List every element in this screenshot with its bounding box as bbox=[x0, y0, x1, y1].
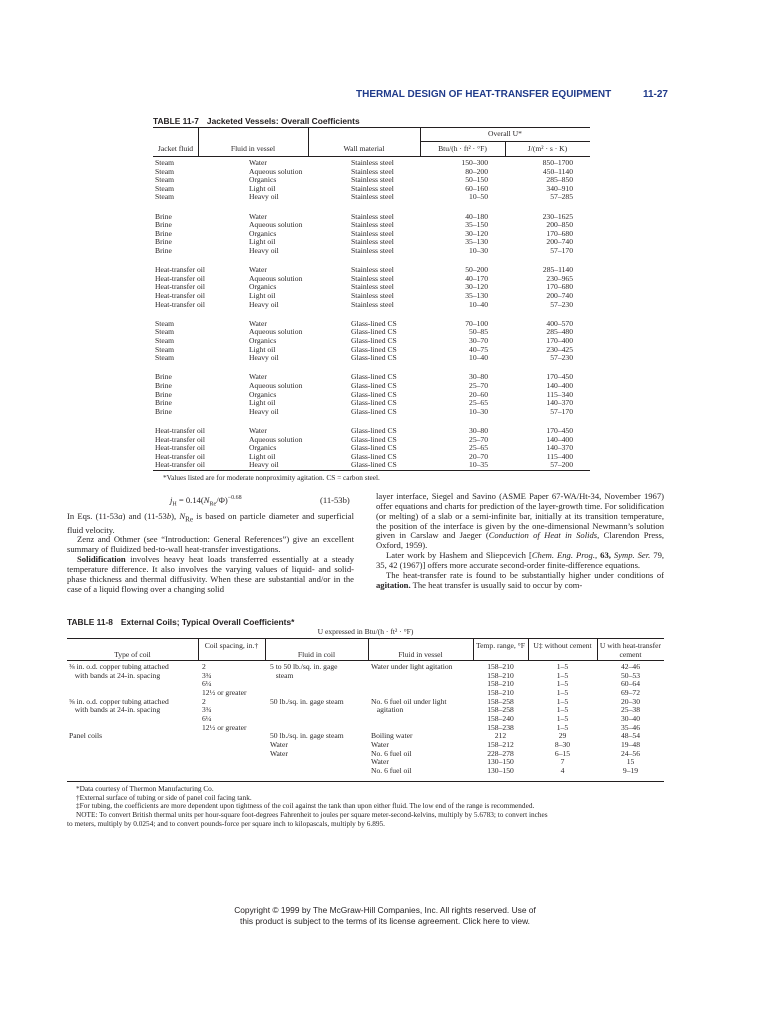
table1-cell-fluid-in-vessel: Aqueous solution bbox=[249, 327, 303, 337]
table1-cell-fluid-in-vessel: Organics bbox=[249, 228, 277, 238]
table1-cell-fluid-in-vessel: Aqueous solution bbox=[249, 434, 303, 444]
table2-cell-u-without: 1–5 bbox=[556, 722, 569, 732]
table2-cell-fluid-in-coil: Water bbox=[270, 739, 288, 749]
copyright-line-1: Copyright © 1999 by The McGraw-Hill Companies, Inc. All rights reserved. Use of bbox=[234, 905, 536, 915]
table2-cell-temp: 212 bbox=[494, 731, 507, 741]
table1-cell-wall-material: Stainless steel bbox=[351, 246, 394, 255]
table1-cell-jacket-fluid: Steam bbox=[155, 175, 174, 185]
table1-cell-u-btu: 10–30 bbox=[469, 246, 488, 255]
body-paragraph: Zenz and Othmer (see “Introduction: General References”) give an excellent summary of fluidized bed-to-wall heat-transfer investigations. bbox=[67, 534, 354, 555]
table2-cell-u-without: 1–5 bbox=[556, 670, 569, 680]
table2-cell-spacing: 3¾ bbox=[202, 670, 212, 680]
table1-header-wall-material: Wall material bbox=[343, 144, 385, 153]
table1-cell-fluid-in-vessel: Heavy oil bbox=[249, 460, 279, 470]
table1-cell-u-btu: 10–30 bbox=[469, 406, 488, 416]
table1-cell-u-si: 57–230 bbox=[550, 299, 573, 309]
table1-cell-fluid-in-vessel: Organics bbox=[249, 443, 277, 453]
table1-cell-jacket-fluid: Steam bbox=[155, 353, 174, 363]
table2-cell-type: Panel coils bbox=[69, 731, 103, 741]
table1-cell-wall-material: Glass-lined CS bbox=[351, 353, 397, 363]
table1-cell-wall-material: Stainless steel bbox=[351, 175, 394, 185]
table1-cell-fluid-in-vessel: Heavy oil bbox=[249, 299, 279, 309]
table1-cell-jacket-fluid: Heat-transfer oil bbox=[155, 299, 205, 309]
table1-cell-u-btu: 25–70 bbox=[469, 381, 488, 390]
table1-cell-jacket-fluid: Heat-transfer oil bbox=[155, 460, 205, 470]
table1-cell-u-btu: 25–65 bbox=[469, 398, 488, 408]
table2-number: TABLE 11-8 bbox=[67, 617, 113, 627]
table1-cell-jacket-fluid: Steam bbox=[155, 336, 174, 345]
table1-cell-wall-material: Glass-lined CS bbox=[351, 406, 397, 416]
table1-footnote: *Values listed are for moderate nonproximity agitation. CS = carbon steel. bbox=[163, 473, 380, 482]
table1-cell-u-btu: 150–300 bbox=[461, 158, 488, 167]
table1-cell-wall-material: Stainless steel bbox=[351, 265, 394, 275]
table1-cell-jacket-fluid: Brine bbox=[155, 398, 172, 408]
table1-cell-wall-material: Glass-lined CS bbox=[351, 381, 397, 390]
table2-cell-fluid-in-coil: steam bbox=[270, 670, 294, 680]
table1-cell-fluid-in-vessel: Water bbox=[249, 158, 267, 167]
table1-cell-wall-material: Stainless steel bbox=[351, 166, 394, 176]
table1-cell-wall-material: Stainless steel bbox=[351, 299, 394, 309]
table1-cell-fluid-in-vessel: Aqueous solution bbox=[249, 220, 303, 230]
table2-cell-temp: 158–210 bbox=[487, 670, 514, 680]
table1-cell-wall-material: Stainless steel bbox=[351, 220, 394, 230]
table1-cell-fluid-in-vessel: Water bbox=[249, 426, 267, 435]
table1-cell-jacket-fluid: Steam bbox=[155, 318, 174, 328]
table2-cell-u-with: 15 bbox=[626, 757, 635, 767]
table1-cell-u-si: 200–740 bbox=[546, 291, 573, 300]
table1-cell-u-btu: 30–120 bbox=[465, 282, 488, 292]
table1-cell-u-btu: 30–70 bbox=[469, 336, 488, 345]
table2-cell-fluid-in-vessel: Water bbox=[371, 757, 389, 767]
table1-cell-jacket-fluid: Heat-transfer oil bbox=[155, 434, 205, 444]
table1-cell-u-btu: 70–100 bbox=[465, 318, 488, 328]
table1-cell-u-si: 170–400 bbox=[546, 336, 573, 345]
table1-cell-jacket-fluid: Heat-transfer oil bbox=[155, 273, 205, 283]
table1-cell-wall-material: Glass-lined CS bbox=[351, 434, 397, 444]
running-head-title: THERMAL DESIGN OF HEAT-TRANSFER EQUIPMENT bbox=[356, 89, 612, 100]
table2-cell-u-with: 24–56 bbox=[621, 748, 640, 758]
equation-number: (11-53b) bbox=[320, 495, 350, 505]
table1-cell-jacket-fluid: Brine bbox=[155, 406, 172, 416]
table2-cell-spacing: 3¾ bbox=[202, 705, 212, 715]
table2-cell-u-with: 19–48 bbox=[621, 739, 640, 749]
table1-cell-fluid-in-vessel: Light oil bbox=[249, 183, 276, 193]
table1-cell-u-si: 230–1625 bbox=[542, 211, 573, 221]
table2-cell-u-without: 1–5 bbox=[556, 696, 569, 706]
table1-cell-u-btu: 50–85 bbox=[469, 327, 488, 337]
table1-cell-u-si: 400–570 bbox=[546, 318, 573, 328]
table1-cell-fluid-in-vessel: Heavy oil bbox=[249, 406, 279, 416]
table1-cell-wall-material: Glass-lined CS bbox=[351, 398, 397, 408]
page-number: 11-27 bbox=[642, 89, 668, 100]
table1-header-si: J/(m² · s · K) bbox=[527, 144, 568, 153]
table2-cell-u-with: 42–46 bbox=[621, 662, 640, 671]
table2-footnote: to meters, multiply by 0.0254; and to convert pounds-force per square inch to kilopascals, multiply by 6.895. bbox=[67, 818, 385, 828]
table1-cell-u-btu: 10–50 bbox=[469, 192, 488, 202]
table1-cell-wall-material: Stainless steel bbox=[351, 273, 394, 283]
table1-cell-fluid-in-vessel: Organics bbox=[249, 175, 277, 185]
table1-cell-wall-material: Stainless steel bbox=[351, 183, 394, 193]
table2-cell-u-without: 1–5 bbox=[556, 679, 569, 689]
table1-cell-wall-material: Glass-lined CS bbox=[351, 327, 397, 337]
table1-cell-fluid-in-vessel: Heavy oil bbox=[249, 246, 279, 255]
table1-cell-fluid-in-vessel: Light oil bbox=[249, 291, 276, 300]
table2-cell-fluid-in-vessel: No. 6 fuel oil under light bbox=[371, 696, 447, 706]
table2-cell-temp: 158–210 bbox=[487, 687, 514, 697]
table1-cell-u-si: 450–1140 bbox=[542, 166, 573, 176]
table1-cell-jacket-fluid: Brine bbox=[155, 228, 172, 238]
table1-cell-u-btu: 10–35 bbox=[469, 460, 488, 470]
table2-header-fluid-in-coil: Fluid in coil bbox=[297, 650, 336, 659]
table1-cell-u-si: 340–910 bbox=[546, 183, 573, 193]
table2-cell-temp: 158–240 bbox=[487, 713, 514, 723]
table1-cell-jacket-fluid: Steam bbox=[155, 166, 174, 176]
table1-cell-u-si: 170–450 bbox=[546, 372, 573, 382]
table1-cell-fluid-in-vessel: Organics bbox=[249, 336, 277, 345]
table2-title: External Coils; Typical Overall Coefficients* bbox=[120, 617, 295, 627]
table1-cell-jacket-fluid: Brine bbox=[155, 389, 172, 399]
table2-cell-u-with: 20–30 bbox=[621, 696, 640, 706]
table1-cell-wall-material: Glass-lined CS bbox=[351, 336, 397, 345]
table2-header-fluid-in-vessel: Fluid in vessel bbox=[398, 650, 443, 659]
table2-cell-u-with: 50–53 bbox=[621, 670, 640, 680]
table1-cell-u-si: 57–285 bbox=[550, 192, 573, 202]
table2-cell-fluid-in-vessel: Boiling water bbox=[371, 731, 413, 741]
table2-cell-u-with: 30–40 bbox=[621, 713, 640, 723]
table1-cell-u-btu: 20–70 bbox=[469, 451, 488, 461]
table2-header-temp: Temp. range, °F bbox=[476, 641, 525, 650]
table1-cell-u-btu: 35–130 bbox=[465, 237, 488, 247]
table1-cell-fluid-in-vessel: Aqueous solution bbox=[249, 381, 303, 390]
table1-header-jacket-fluid: Jacket fluid bbox=[157, 144, 194, 153]
table1-cell-jacket-fluid: Heat-transfer oil bbox=[155, 291, 205, 300]
equation: $j_H = 0.14(N_{Re}/\Phi)^{-0.68}$ bbox=[170, 495, 242, 508]
running-head bbox=[356, 89, 668, 100]
table2-cell-spacing: 2 bbox=[202, 696, 206, 706]
table1-cell-jacket-fluid: Heat-transfer oil bbox=[155, 451, 205, 461]
table1-cell-u-si: 170–450 bbox=[546, 426, 573, 435]
table2-cell-spacing: 6¼ bbox=[202, 713, 212, 723]
table1-cell-fluid-in-vessel: Water bbox=[249, 265, 267, 275]
table2-cell-fluid-in-vessel: No. 6 fuel oil bbox=[371, 765, 412, 775]
table2-cell-fluid-in-vessel: No. 6 fuel oil bbox=[371, 748, 412, 758]
table1-cell-jacket-fluid: Brine bbox=[155, 246, 172, 255]
table1-cell-wall-material: Stainless steel bbox=[351, 237, 394, 247]
table1-cell-u-si: 850–1700 bbox=[542, 158, 573, 167]
table1-cell-jacket-fluid: Heat-transfer oil bbox=[155, 282, 205, 292]
table1-cell-u-btu: 50–150 bbox=[465, 175, 488, 185]
table2-cell-fluid-in-vessel: agitation bbox=[371, 705, 404, 715]
table1-cell-u-si: 285–1140 bbox=[542, 265, 573, 275]
table2-cell-u-with: 48–54 bbox=[621, 731, 640, 741]
table1-bottom-rule bbox=[153, 470, 590, 471]
table2-cell-u-with: 35–46 bbox=[621, 722, 640, 732]
table2-cell-fluid-in-coil: Water bbox=[270, 748, 288, 758]
table1-cell-u-si: 140–400 bbox=[546, 434, 573, 444]
table2-cell-u-without: 1–5 bbox=[556, 662, 569, 671]
table1-cell-wall-material: Glass-lined CS bbox=[351, 318, 397, 328]
table2-header-spacing: Coil spacing, in.† bbox=[204, 641, 259, 650]
copyright-line-2: this product is subject to the terms of its license agreement. Click here to view. bbox=[240, 915, 530, 926]
table1-cell-u-btu: 25–65 bbox=[469, 443, 488, 453]
table1-cell-fluid-in-vessel: Heavy oil bbox=[249, 192, 279, 202]
table1-cell-wall-material: Stainless steel bbox=[351, 211, 394, 221]
table2-cell-u-without: 6–15 bbox=[554, 748, 571, 758]
table2-cell-fluid-in-vessel: Water bbox=[371, 739, 389, 749]
table1-cell-u-btu: 60–160 bbox=[465, 183, 488, 193]
table1-cell-u-si: 140–370 bbox=[546, 398, 573, 408]
table1-cell-u-si: 115–400 bbox=[546, 451, 573, 461]
table1-cell-fluid-in-vessel: Aqueous solution bbox=[249, 273, 303, 283]
table2-cell-fluid-in-vessel: Water under light agitation bbox=[371, 662, 453, 671]
table2-cell-temp: 158–212 bbox=[487, 739, 514, 749]
right-column bbox=[376, 492, 664, 590]
table1-cell-fluid-in-vessel: Light oil bbox=[249, 398, 276, 408]
table2-header-u-without: U‡ without cement bbox=[533, 641, 592, 650]
table1-cell-fluid-in-vessel: Organics bbox=[249, 389, 277, 399]
table1-cell-u-btu: 10–40 bbox=[469, 353, 488, 363]
table1-cell-wall-material: Stainless steel bbox=[351, 228, 394, 238]
table1-group-header: Overall U* bbox=[488, 129, 522, 138]
body-paragraph: The heat-transfer rate is found to be substantially higher under conditions of agitation. The heat transfer is usually said to occur by com- bbox=[376, 569, 664, 590]
table1-cell-wall-material: Stainless steel bbox=[351, 282, 394, 292]
table2-footnote: †External surface of tubing or side of panel coil facing tank. bbox=[76, 792, 252, 802]
table2-header-u-with: U with heat-transfer cement bbox=[599, 641, 662, 659]
table2-cell-temp: 158–210 bbox=[487, 679, 514, 689]
table2-cell-fluid-in-coil: 50 lb./sq. in. gage steam bbox=[270, 696, 344, 706]
table1-cell-u-si: 57–230 bbox=[550, 353, 573, 363]
table1-cell-u-si: 57–170 bbox=[550, 246, 573, 255]
table2-cell-spacing: 12½ or greater bbox=[202, 687, 247, 697]
table2-cell-temp: 158–238 bbox=[487, 722, 514, 732]
table1-cell-jacket-fluid: Brine bbox=[155, 372, 172, 382]
table1-header-btu: Btu/(h · ft² · °F) bbox=[438, 144, 487, 153]
table2-cell-u-without: 29 bbox=[558, 731, 567, 741]
table1-number: TABLE 11-7 bbox=[153, 116, 199, 126]
table1-cell-u-btu: 25–70 bbox=[469, 434, 488, 444]
table1-cell-u-si: 57–200 bbox=[550, 460, 573, 470]
table1-cell-fluid-in-vessel: Organics bbox=[249, 282, 277, 292]
table2-cell-u-with: 25–38 bbox=[621, 705, 640, 715]
table2-cell-u-without: 7 bbox=[560, 757, 565, 767]
table2-bottom-rule bbox=[67, 781, 664, 782]
table1-cell-jacket-fluid: Heat-transfer oil bbox=[155, 265, 205, 275]
table1-cell-wall-material: Glass-lined CS bbox=[351, 460, 397, 470]
table1-cell-jacket-fluid: Brine bbox=[155, 381, 172, 390]
body-paragraph: In Eqs. (11-53a) and (11-53b), $N_{Re}$ is based on particle diameter and superficial fluid velocity. bbox=[67, 511, 354, 535]
table2-cell-u-without: 1–5 bbox=[556, 687, 569, 697]
table2-cell-temp: 158–210 bbox=[487, 662, 514, 671]
table2-cell-fluid-in-coil: 50 lb./sq. in. gage steam bbox=[270, 731, 344, 741]
table1-caption bbox=[153, 116, 360, 126]
table2-cell-spacing: 6¼ bbox=[202, 679, 212, 689]
table1-cell-u-btu: 40–170 bbox=[465, 273, 488, 283]
table2-cell-temp: 130–150 bbox=[487, 765, 514, 775]
table2-header-type: Type of coil bbox=[114, 650, 151, 659]
table1-cell-u-si: 115–340 bbox=[546, 389, 573, 399]
table1-cell-wall-material: Glass-lined CS bbox=[351, 451, 397, 461]
table1-cell-u-si: 57–170 bbox=[550, 406, 573, 416]
table1-cell-jacket-fluid: Brine bbox=[155, 211, 172, 221]
table1-cell-u-btu: 30–80 bbox=[469, 372, 488, 382]
table1-cell-u-si: 285–480 bbox=[546, 327, 573, 337]
table1-cell-fluid-in-vessel: Water bbox=[249, 211, 267, 221]
table1-cell-u-btu: 30–120 bbox=[465, 228, 488, 238]
table1-cell-jacket-fluid: Steam bbox=[155, 158, 174, 167]
table2-footnote: *Data courtesy of Thermon Manufacturing Co. bbox=[76, 784, 214, 793]
table1-cell-u-btu: 35–150 bbox=[465, 220, 488, 230]
body-paragraph: layer interface, Siegel and Savino (ASME Paper 67-WA/Ht-34, November 1967) offer equations and charts for prediction of the layer-growth time. For solidification (or melting) of a slab or a semi-infinite bar, initially at its transition temperature, the position of the interface is given by the one-dimensional Newmann’s solution given in Carslaw and Jaeger (Conduction of Heat in Solids, Clarendon Press, Oxford, 1959). bbox=[376, 491, 664, 551]
table1-cell-wall-material: Glass-lined CS bbox=[351, 372, 397, 382]
table2-cell-temp: 130–150 bbox=[487, 757, 514, 767]
table1-cell-u-btu: 10–40 bbox=[469, 299, 488, 309]
table2-header-rule bbox=[67, 660, 664, 661]
table2-cell-u-without: 4 bbox=[560, 765, 565, 775]
table1-cell-fluid-in-vessel: Light oil bbox=[249, 237, 276, 247]
table2-top-rule bbox=[67, 638, 664, 639]
table1-cell-u-btu: 80–200 bbox=[465, 166, 488, 176]
copyright-notice[interactable] bbox=[190, 905, 580, 926]
table1-cell-jacket-fluid: Heat-transfer oil bbox=[155, 443, 205, 453]
table2-cell-u-with: 9–19 bbox=[622, 765, 639, 775]
table2-cell-u-without: 1–5 bbox=[556, 705, 569, 715]
table2-cell-temp: 158–258 bbox=[487, 705, 514, 715]
table1-cell-u-si: 140–370 bbox=[546, 443, 573, 453]
body-paragraph: Later work by Hashem and Sliepcevich [Chem. Eng. Prog., 63, Symp. Ser. 79, 35, 42 (1967)] offers more accurate second-order finite-difference equations. bbox=[376, 550, 665, 570]
table1-title: Jacketed Vessels: Overall Coefficients bbox=[206, 116, 360, 126]
table2-cell-temp: 228–278 bbox=[487, 748, 514, 758]
table2-footnote: NOTE: To convert British thermal units per hour-square foot-degrees Fahrenheit to joules per square meter-second-kelvins, multiply by 5.6783; to convert inches bbox=[76, 810, 548, 820]
table2-cell-spacing: 2 bbox=[202, 662, 206, 671]
table2-cell-u-with: 69–72 bbox=[621, 687, 640, 697]
table2-cell-type: with bands at 24-in. spacing bbox=[69, 670, 161, 680]
table1-cell-wall-material: Glass-lined CS bbox=[351, 344, 397, 354]
table1-cell-u-si: 140–400 bbox=[546, 381, 573, 390]
table2-cell-u-with: 60–64 bbox=[621, 679, 640, 689]
table1-header-fluid-in-vessel: Fluid in vessel bbox=[230, 144, 276, 153]
table1-header-rule bbox=[153, 156, 590, 157]
table1-cell-fluid-in-vessel: Light oil bbox=[249, 344, 276, 354]
table1-cell-jacket-fluid: Steam bbox=[155, 192, 174, 202]
table1-cell-wall-material: Glass-lined CS bbox=[351, 443, 397, 453]
table2-cell-fluid-in-coil: 5 to 50 lb./sq. in. gage bbox=[270, 662, 338, 671]
table2-caption bbox=[67, 617, 294, 627]
table1-cell-u-si: 200–740 bbox=[546, 237, 573, 247]
table2-units-line: U expressed in Btu/(h · ft² · °F) bbox=[317, 627, 414, 636]
table1-cell-fluid-in-vessel: Aqueous solution bbox=[249, 166, 303, 176]
table2-cell-type: with bands at 24-in. spacing bbox=[69, 705, 161, 715]
table2-footnote: ‡For tubing, the coefficients are more dependent upon tightness of the coil against the tank than upon either fluid. The low end of the range is recommended. bbox=[76, 801, 535, 811]
table1-cell-u-btu: 20–60 bbox=[469, 389, 488, 399]
table1-cell-jacket-fluid: Heat-transfer oil bbox=[155, 426, 205, 435]
table1-cell-jacket-fluid: Brine bbox=[155, 237, 172, 247]
table1-cell-fluid-in-vessel: Water bbox=[249, 318, 267, 328]
table1-cell-jacket-fluid: Steam bbox=[155, 327, 174, 337]
left-column bbox=[67, 512, 354, 594]
table2-cell-u-without: 1–5 bbox=[556, 713, 569, 723]
table1-cell-u-btu: 40–180 bbox=[465, 211, 488, 221]
table2-cell-type: ⅜ in. o.d. copper tubing attached bbox=[69, 662, 169, 671]
table2-cell-type: ⅝ in. o.d. copper tubing attached bbox=[69, 696, 169, 706]
table1-cell-fluid-in-vessel: Heavy oil bbox=[249, 353, 279, 363]
table1-cell-u-btu: 30–80 bbox=[469, 426, 488, 435]
table1-cell-u-btu: 35–130 bbox=[465, 291, 488, 300]
table1-cell-wall-material: Stainless steel bbox=[351, 291, 394, 300]
table1-cell-fluid-in-vessel: Water bbox=[249, 372, 267, 382]
table1-top-rule bbox=[153, 127, 590, 128]
table1-cell-wall-material: Glass-lined CS bbox=[351, 426, 397, 435]
table1-cell-u-si: 200–850 bbox=[546, 220, 573, 230]
table1-cell-wall-material: Stainless steel bbox=[351, 158, 394, 167]
table2-cell-temp: 158–258 bbox=[487, 696, 514, 706]
table1-cell-jacket-fluid: Steam bbox=[155, 183, 174, 193]
table1-cell-wall-material: Glass-lined CS bbox=[351, 389, 397, 399]
table1-cell-u-si: 170–680 bbox=[546, 282, 573, 292]
table1-cell-u-btu: 40–75 bbox=[469, 344, 488, 354]
table2-cell-spacing: 12½ or greater bbox=[202, 722, 247, 732]
table1-cell-jacket-fluid: Steam bbox=[155, 344, 174, 354]
table1-cell-u-si: 170–680 bbox=[546, 228, 573, 238]
table1-cell-fluid-in-vessel: Light oil bbox=[249, 451, 276, 461]
table1-cell-u-si: 285–850 bbox=[546, 175, 573, 185]
table1-cell-jacket-fluid: Brine bbox=[155, 220, 172, 230]
body-paragraph: Solidification involves heavy heat loads transferred essentially at a steady temperature difference. It also involves the varying values of liquid- and solid-phase thickness and thermal diffusivity. When these are substantial and/or in the case of a liquid flowing over a changing solid bbox=[67, 554, 354, 594]
table1-cell-wall-material: Stainless steel bbox=[351, 192, 394, 202]
table1-cell-u-si: 230–425 bbox=[546, 344, 573, 354]
table1-cell-u-si: 230–965 bbox=[546, 273, 573, 283]
table2-cell-u-without: 8–30 bbox=[554, 739, 571, 749]
table1-cell-u-btu: 50–200 bbox=[465, 265, 488, 275]
